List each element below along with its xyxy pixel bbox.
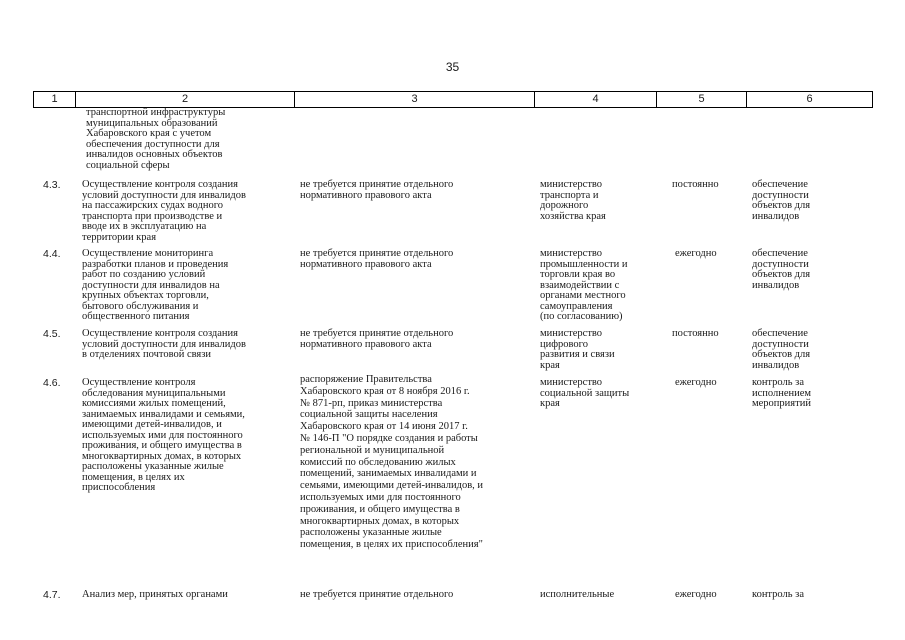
legal-act-text: [300, 180, 529, 201]
text-line: инвалидов: [752, 359, 800, 371]
text-line: региональной и муниципальной: [300, 444, 445, 456]
deadline-text: ежегодно: [675, 248, 717, 259]
row-number: 4.5.: [43, 328, 61, 340]
text-line: условий доступности для инвалидов: [82, 189, 246, 201]
text-line: органами местного: [540, 290, 626, 301]
text-line: инвалидов: [752, 210, 800, 222]
text-line: инвалидов: [752, 279, 800, 291]
text-line: работ по созданию условий: [82, 269, 206, 280]
text-line: социальной защиты населения: [300, 409, 438, 421]
text-line: проживания, и общего имущества в: [82, 440, 242, 451]
result-text: [752, 180, 842, 222]
text-line: контроль за: [752, 377, 804, 388]
responsible-text: [540, 249, 656, 323]
row-number: 4.4.: [43, 248, 61, 260]
text-line: самоуправления: [540, 300, 613, 312]
text-line: не требуется принятие отдельного: [300, 248, 454, 259]
header-col-2: 2: [75, 92, 294, 107]
text-line: исполнением: [752, 387, 812, 399]
text-line: министерство: [540, 248, 603, 259]
text-line: приспособления: [82, 482, 156, 493]
result-text: [752, 378, 842, 410]
deadline-text: ежегодно: [675, 589, 717, 600]
text-line: развития и связи: [540, 349, 615, 360]
responsible-text: [540, 329, 656, 371]
text-line: торговли края во: [540, 269, 616, 280]
text-line: обеспечение: [752, 328, 808, 339]
text-line: дорожного: [540, 200, 589, 211]
text-line: промышленности и: [540, 258, 628, 270]
continuation-text: [86, 108, 296, 171]
text-line: семьями, имеющими детей-инвалидов, и: [300, 480, 484, 492]
text-line: объектов для: [752, 349, 811, 360]
text-line: объектов для: [752, 269, 811, 280]
text-line: в отделениях почтовой связи: [82, 349, 212, 360]
measure-text: [82, 590, 292, 601]
text-line: имеющими детей-инвалидов, и: [82, 419, 222, 430]
text-line: помещения, в целях их: [82, 471, 185, 483]
text-line: социальной сферы: [86, 159, 170, 171]
text-line: проживания, и общего имущества в: [300, 503, 460, 515]
text-line: доступности: [752, 338, 809, 350]
text-line: общественного питания: [82, 311, 190, 322]
text-line: нормативного правового акта: [300, 258, 432, 270]
text-line: края: [540, 398, 560, 409]
responsible-text: [540, 180, 656, 222]
table-header: [33, 91, 873, 108]
text-line: нормативного правового акта: [300, 189, 432, 201]
text-line: на пассажирских судах водного: [82, 200, 224, 211]
deadline-text: ежегодно: [675, 377, 717, 388]
text-line: хозяйства края: [540, 210, 606, 222]
text-line: занимаемых инвалидами и семьями,: [82, 408, 245, 420]
text-line: разработки планов и проведения: [82, 258, 229, 270]
text-line: Анализ мер, принятых органами: [82, 589, 228, 600]
measure-text: [82, 249, 292, 323]
header-col-1: 1: [51, 93, 58, 105]
header-col-3: 3: [294, 92, 534, 107]
responsible-text: [540, 378, 656, 410]
legal-act-text: [300, 329, 529, 350]
row-number: 4.7.: [43, 589, 61, 601]
text-line: помещений, занимаемых инвалидами и: [300, 468, 477, 480]
text-line: взаимодействии с: [540, 279, 620, 291]
row-number: 4.6.: [43, 377, 61, 389]
text-line: комиссиями жилых помещений,: [82, 398, 226, 409]
text-line: распоряжение Правительства: [300, 374, 432, 385]
text-line: используемых ими для постоянного: [82, 429, 243, 441]
text-line: министерство: [540, 179, 603, 190]
text-line: транспорта и: [540, 189, 599, 201]
text-line: нормативного правового акта: [300, 338, 432, 350]
text-line: не требуется принятие отдельного: [300, 589, 454, 600]
text-line: не требуется принятие отдельного: [300, 179, 454, 190]
text-line: вводе их в эксплуатацию на: [82, 221, 207, 232]
measure-text: [82, 378, 292, 494]
text-line: контроль за: [752, 589, 804, 600]
text-line: (по согласованию): [540, 311, 623, 322]
text-line: Хабаровского края от 14 июня 2017 г.: [300, 421, 468, 433]
result-text: [752, 329, 842, 371]
text-line: обследования муниципальными: [82, 387, 226, 399]
text-line: расположены указанные жилые: [82, 461, 224, 472]
row-number: 4.3.: [43, 179, 61, 191]
page-number: 35: [445, 60, 460, 74]
text-line: мероприятий: [752, 398, 811, 409]
legal-act-text: [300, 249, 529, 270]
text-line: министерство: [540, 328, 603, 339]
text-line: территории края: [82, 231, 157, 243]
text-line: транспорта при производстве и: [82, 210, 223, 222]
text-line: Осуществление мониторинга: [82, 248, 214, 259]
result-text: [752, 249, 842, 291]
text-line: социальной защиты: [540, 387, 630, 399]
text-line: Осуществление контроля: [82, 377, 196, 388]
text-line: доступности для инвалидов на: [82, 279, 220, 291]
text-line: цифрового: [540, 338, 588, 350]
legal-act-text: [300, 374, 529, 551]
text-line: комиссий по обследованию жилых: [300, 456, 456, 468]
text-line: многоквартирных домах, в которых: [300, 515, 460, 527]
responsible-text: [540, 590, 656, 601]
text-line: Осуществление контроля создания: [82, 328, 239, 339]
text-line: доступности: [752, 258, 809, 270]
measure-text: [82, 180, 292, 243]
text-line: инвалидов основных объектов: [86, 149, 223, 160]
text-line: помещения, в целях их приспособления": [300, 539, 483, 551]
text-line: крупных объектах торговли,: [82, 290, 209, 301]
deadline-text: постоянно: [672, 179, 719, 190]
text-line: используемых ими для постоянного: [300, 491, 461, 503]
text-line: обеспечение: [752, 248, 808, 259]
text-line: многоквартирных домах, в которых: [82, 450, 242, 462]
text-line: муниципальных образований: [86, 117, 218, 129]
measure-text: [82, 329, 292, 361]
header-col-5: 5: [656, 92, 746, 107]
deadline-text: постоянно: [672, 328, 719, 339]
text-line: № 146-П "О порядке создания и работы: [300, 432, 478, 444]
text-line: обеспечения доступности для: [86, 138, 220, 150]
legal-act-text: [300, 590, 529, 601]
text-line: объектов для: [752, 200, 811, 211]
text-line: обеспечение: [752, 179, 808, 190]
header-col-6: 6: [746, 92, 872, 107]
text-line: условий доступности для инвалидов: [82, 338, 246, 350]
result-text: [752, 590, 842, 601]
text-line: Осуществление контроля создания: [82, 179, 239, 190]
text-line: исполнительные: [540, 589, 615, 600]
text-line: Хабаровского края с учетом: [86, 128, 212, 139]
text-line: Хабаровского края от 8 ноября 2016 г.: [300, 385, 470, 397]
text-line: расположены указанные жилые: [300, 527, 442, 539]
text-line: бытового обслуживания и: [82, 300, 199, 312]
text-line: министерство: [540, 377, 603, 388]
text-line: № 871-рп, приказ министерства: [300, 397, 443, 409]
header-col-4: 4: [534, 92, 656, 107]
text-line: не требуется принятие отдельного: [300, 328, 454, 339]
text-line: доступности: [752, 189, 809, 201]
text-line: края: [540, 359, 560, 371]
text-line: транспортной инфраструктуры: [86, 107, 226, 118]
